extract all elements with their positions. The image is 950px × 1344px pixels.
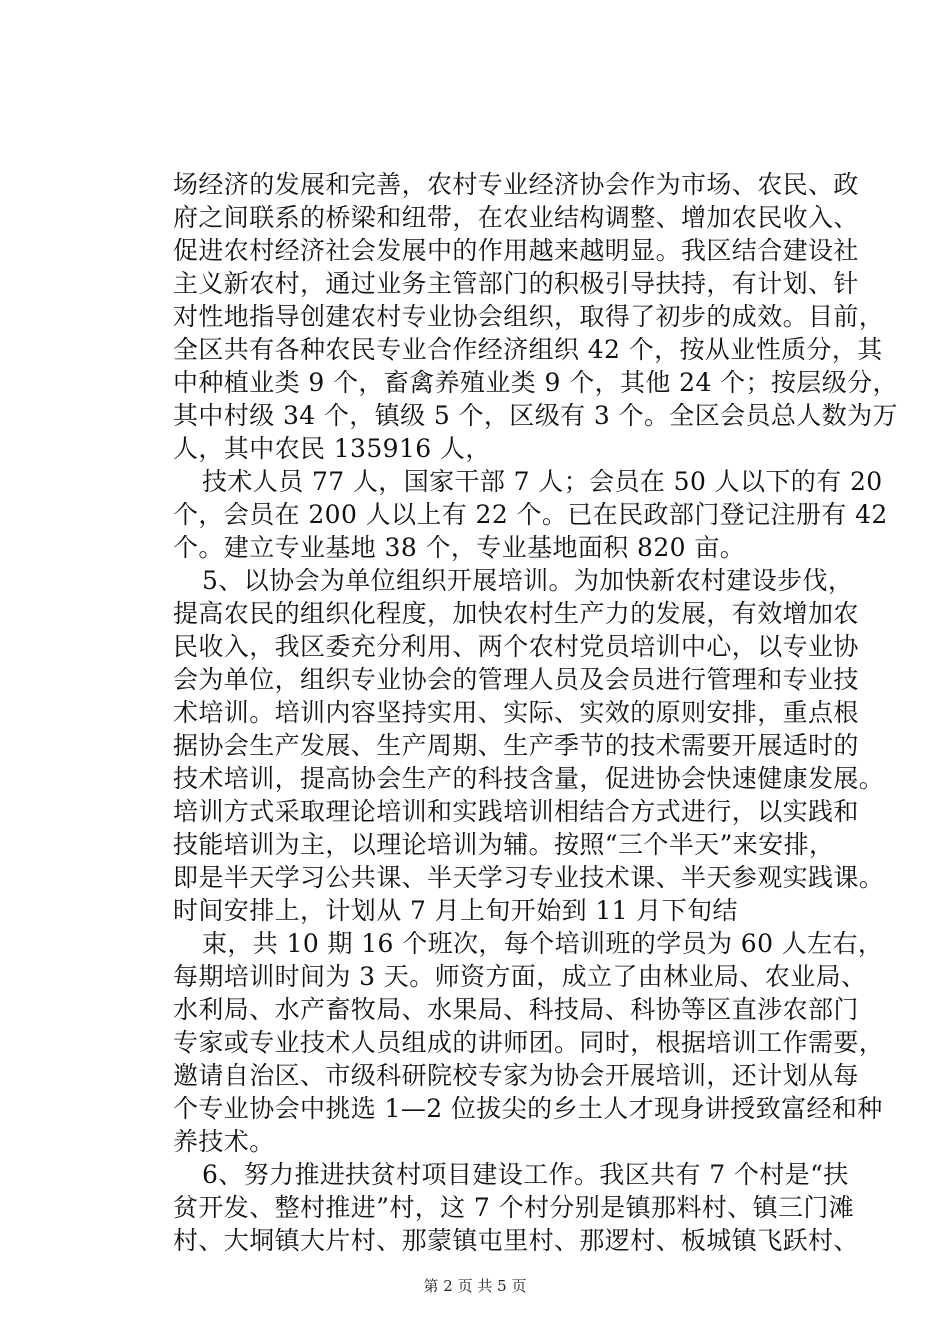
text-line: 个。建立专业基地 38 个，专业基地面积 820 亩。 [173,533,746,562]
text-line: 技能培训为主，以理论培训为辅。按照“三个半天”来安排， [173,830,835,859]
text-line: 据协会生产发展、生产周期、生产季节的技术需要开展适时的 [173,731,859,760]
text-line: 技术培训，提高协会生产的科技含量，促进协会快速健康发展。 [173,764,885,793]
page-number-footer: 第 2 页 共 5 页 [423,1277,527,1295]
text-line: 人，其中农民 135916 人， [173,434,491,463]
text-line: 专家或专业技术人员组成的讲师团。同时，根据培训工作需要， [173,1028,885,1057]
text-line: 束，共 10 期 16 个班次，每个培训班的学员为 60 人左右， [202,929,884,958]
text-line: 术培训。培训内容坚持实用、实际、实效的原则安排，重点根 [173,698,859,727]
text-line: 每期培训时间为 3 天。师资方面，成立了由林业局、农业局、 [173,962,867,991]
text-line: 对性地指导创建农村专业协会组织，取得了初步的成效。目前， [173,302,885,331]
text-line: 技术人员 77 人，国家干部 7 人；会员在 50 人以下的有 20 [202,467,883,496]
paragraph-heading-line: 6、努力推进扶贫村项目建设工作。我区共有 7 个村是“扶 [202,1160,849,1189]
text-line: 民收入，我区委充分利用、两个农村党员培训中心，以专业协 [173,632,859,661]
text-line: 村、大垌镇大片村、那蒙镇屯里村、那逻村、板城镇飞跃村、 [173,1226,859,1255]
text-line: 提高农民的组织化程度，加快农村生产力的发展，有效增加农 [173,599,859,628]
text-line: 中种植业类 9 个，畜禽养殖业类 9 个，其他 24 个；按层级分， [173,368,898,397]
text-line: 主义新农村，通过业务主管部门的积极引导扶持，有计划、针 [173,269,859,298]
text-line: 全区共有各种农民专业合作经济组织 42 个，按从业性质分，其 [173,335,883,364]
text-line: 促进农村经济社会发展中的作用越来越明显。我区结合建设社 [173,236,859,265]
text-line: 时间安排上，计划从 7 月上旬开始到 11 月下旬结 [173,896,738,925]
paragraph-heading-line: 5、以协会为单位组织开展培训。为加快新农村建设步伐， [202,566,854,595]
text-line: 即是半天学习公共课、半天学习专业技术课、半天参观实践课。 [173,863,885,892]
text-line: 邀请自治区、市级科研院校专家为协会开展培训，还计划从每 [173,1061,859,1090]
text-line: 个，会员在 200 人以上有 22 个。已在民政部门登记注册有 42 [173,500,888,529]
text-line: 水利局、水产畜牧局、水果局、科技局、科协等区直涉农部门 [173,995,859,1024]
text-line: 会为单位，组织专业协会的管理人员及会员进行管理和专业技 [173,665,859,694]
text-line: 府之间联系的桥梁和纽带，在农业结构调整、增加农民收入、 [173,203,859,232]
text-line: 养技术。 [173,1127,275,1156]
text-line: 个专业协会中挑选 1—2 位拔尖的乡土人才现身讲授致富经和种 [173,1094,883,1123]
text-line: 其中村级 34 个，镇级 5 个，区级有 3 个。全区会员总人数为万 [173,401,898,430]
text-line: 培训方式采取理论培训和实践培训相结合方式进行，以实践和 [173,797,859,826]
text-line: 贫开发、整村推进”村，这 7 个村分别是镇那料村、镇三门滩 [173,1193,855,1222]
text-line: 场经济的发展和完善，农村专业经济协会作为市场、农民、政 [173,170,859,199]
